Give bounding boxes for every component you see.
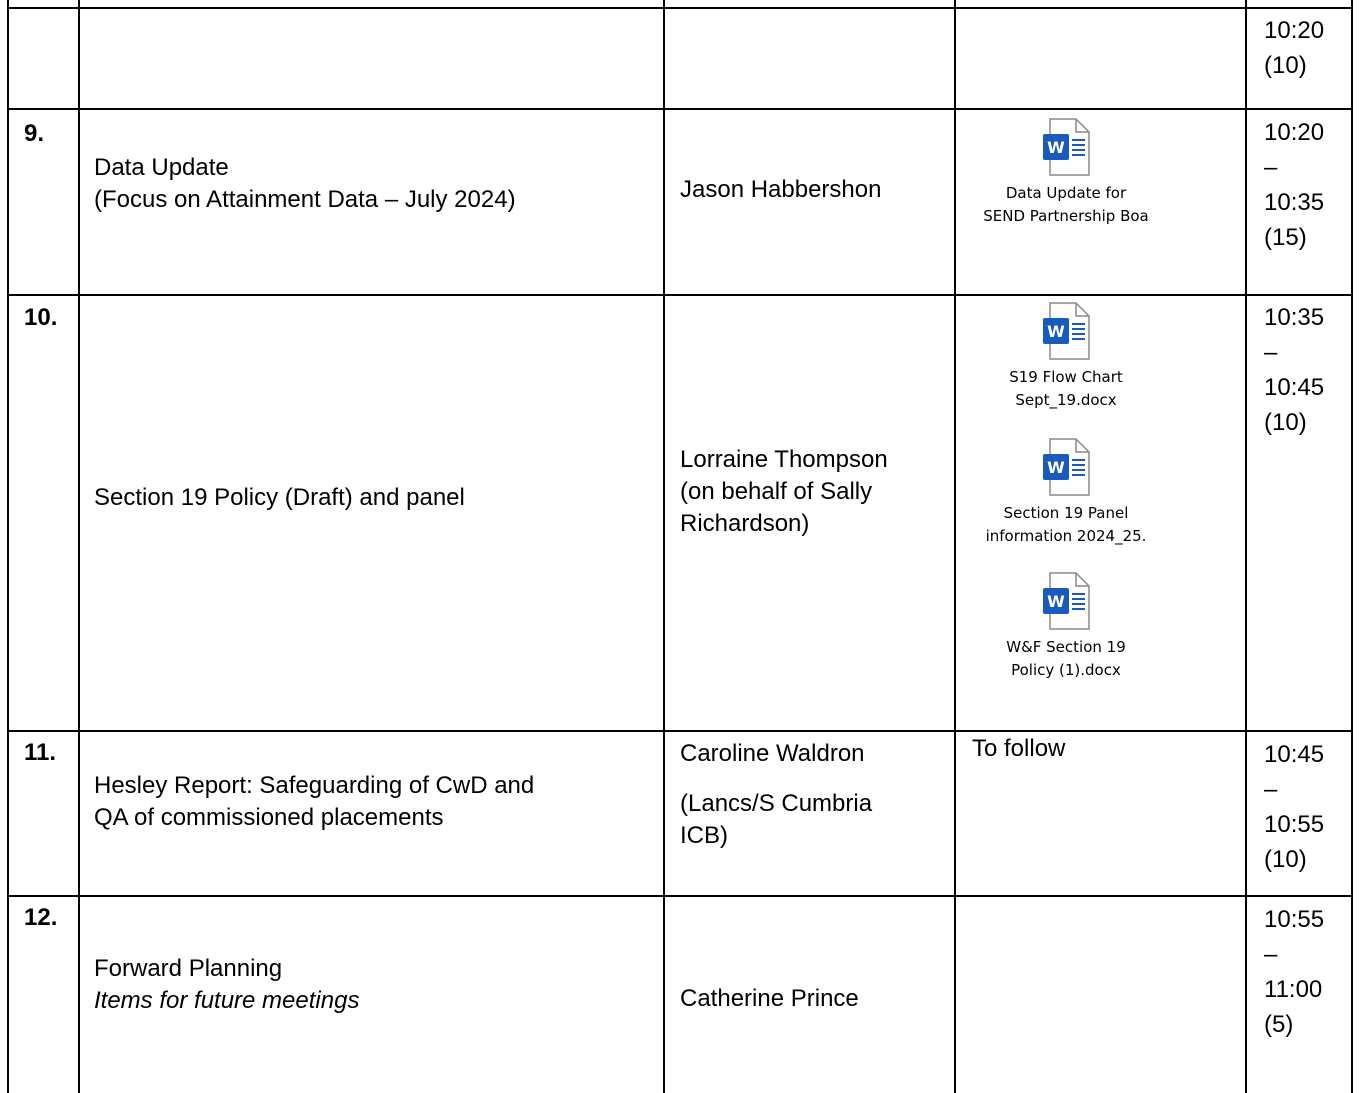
presenter-name: Caroline Waldron (Lancs/S Cumbria ICB) — [680, 740, 873, 849]
time-cell: 10:55 – 11:00 (5) — [1264, 906, 1325, 1038]
svg-text:W: W — [1047, 138, 1065, 157]
presenter-name: Lorraine Thompson (on behalf of Sally Richardson) — [680, 446, 888, 537]
agenda-item: Section 19 Policy (Draft) and panel — [94, 484, 465, 511]
agenda-item: Data Update (Focus on Attainment Data – July 2024) — [94, 154, 516, 213]
table-row — [0, 110, 1359, 294]
attachment-data-update[interactable]: W Data Update for SEND Partnership Boa — [966, 118, 1166, 228]
time-cell: 10:35 – 10:45 (10) — [1264, 304, 1325, 436]
table-row — [0, 296, 1359, 730]
word-document-icon — [1042, 302, 1090, 360]
agenda-item: Hesley Report: Safeguarding of CwD and QA of commissioned placements — [94, 772, 535, 831]
time-cell: 10:20 (10) — [1264, 17, 1325, 79]
attachment-wf-section-19-policy[interactable]: W W&F Section 19 Policy (1).docx — [966, 572, 1166, 682]
item-number: 10. — [24, 304, 58, 331]
item-number: 12. — [24, 904, 58, 931]
item-number: 9. — [24, 120, 45, 147]
agenda-item: Forward Planning Items for future meetings — [94, 955, 360, 1014]
word-document-icon — [1042, 438, 1090, 496]
word-document-icon — [1042, 118, 1090, 176]
presenter-name: Catherine Prince — [680, 985, 859, 1012]
table-row — [0, 732, 1359, 895]
papers-status: To follow — [972, 735, 1066, 762]
svg-text:W: W — [1047, 592, 1065, 611]
time-cell: 10:20 – 10:35 (15) — [1264, 119, 1325, 251]
table-row — [0, 8, 1359, 108]
item-number: 11. — [24, 739, 57, 766]
svg-text:W: W — [1047, 458, 1065, 477]
word-document-icon — [1042, 572, 1090, 630]
attachment-section-19-panel[interactable]: W Section 19 Panel information 2024_25. — [966, 438, 1166, 548]
attachment-s19-flow-chart[interactable]: W S19 Flow Chart Sept_19.docx — [966, 302, 1166, 412]
table-row — [0, 897, 1359, 1093]
svg-text:W: W — [1047, 322, 1065, 341]
time-cell: 10:45 – 10:55 (10) — [1264, 741, 1325, 873]
presenter-name: Jason Habbershon — [680, 176, 882, 203]
